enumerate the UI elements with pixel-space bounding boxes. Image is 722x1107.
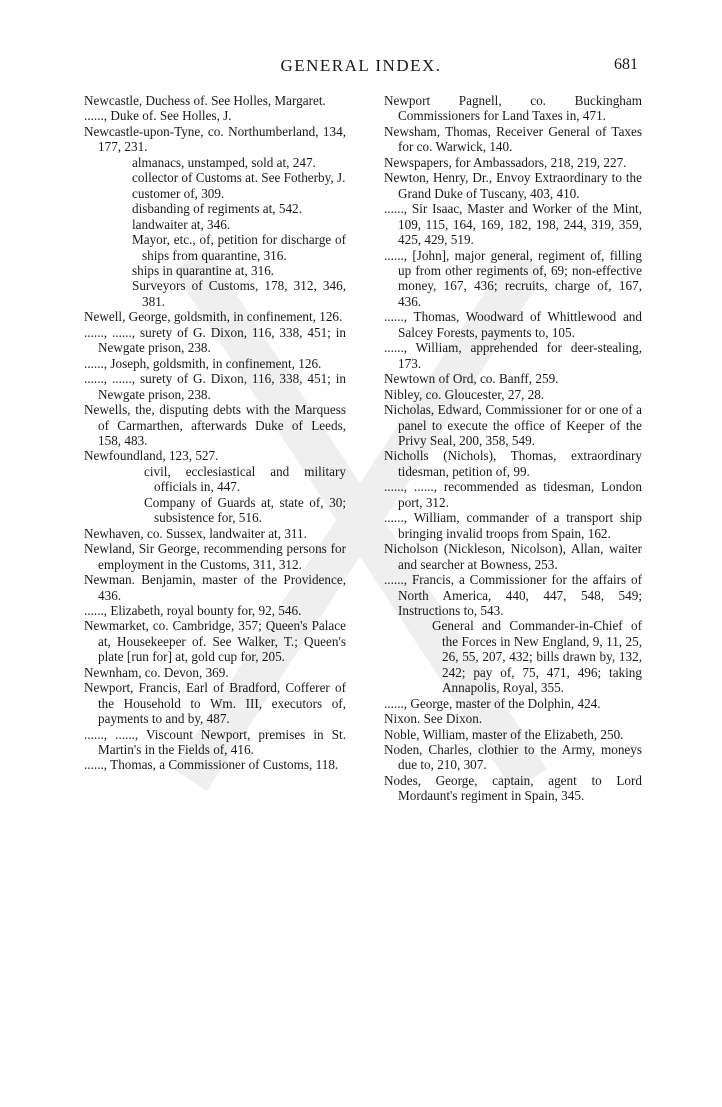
index-entry: ......, Duke of. See Holles, J. [84,108,232,124]
index-subentry: Surveyors of Customs, 178, 312, 346, 381. [132,278,346,309]
index-entry: ......, George, master of the Dolphin, 424. [384,695,601,711]
index-entry: Newspapers, for Ambassadors, 218, 219, 227. [384,154,627,170]
index-entry: Nixon. See Dixon. [384,711,483,727]
index-column-right [384,93,642,804]
index-entry: ......, Thomas, a Commissioner of Customs, 118. [84,757,339,773]
index-subentry: ships in quarantine at, 316. [132,262,275,278]
index-subentry: collector of Customs at. See Fotherby, J. [132,170,346,186]
index-entry: Newport, Francis, Earl of Bradford, Cofferer of the Household to Wm. III, executors of, payments to and by, 487. [84,680,346,727]
page-title: GENERAL INDEX. [280,56,442,75]
index-subentry: civil, ecclesiastical and military officials in, 447. [144,463,346,495]
page-header [0,56,722,80]
index-entry: Newland, Sir George, recommending persons for employment in the Customs, 311, 312. [84,541,346,572]
index-entry: ......, Thomas, Woodward of Whittlewood and Salcey Forests, payments to, 105. [384,309,642,340]
index-subentry: Mayor, etc., of, petition for discharge of ships from quarantine, 316. [132,232,346,263]
index-entry: Newman. Benjamin, master of the Providence, 436. [84,572,346,603]
index-entry: Newnham, co. Devon, 369. [84,664,229,680]
index-entry: ......, ......, Viscount Newport, premises in St. Martin's in the Fields of, 416. [84,726,346,758]
index-entry: ......, [John], major general, regiment of, filling up from other regiments of, 69; non-effective money, 167, 436; recruits, charge of, 167, 436. [384,247,642,309]
index-subentry: disbanding of regiments at, 542. [132,201,302,217]
index-entry: ......, William, commander of a transport ship bringing invalid troops from Spain, 162. [384,510,642,541]
index-entry: Newmarket, co. Cambridge, 357; Queen's Palace at, Housekeeper of. See Walker, T.; Queen's plate [run for] at, gold cup for, 205. [84,618,346,665]
index-subentry: General and Commander-in-Chief of the Forces in New England, 9, 11, 25, 26, 55, 207, 432; bills drawn by, 132, 242; pay of, 75, 471, 496; taking Annapolis, Royal, 355. [432,618,642,696]
index-entry: ......, William, apprehended for deer-stealing, 173. [384,340,642,371]
index-entry: Newsham, Thomas, Receiver General of Taxes for co. Warwick, 140. [384,123,642,155]
index-entry: ......, ......, surety of G. Dixon, 116, 338, 451; in Newgate prison, 238. [84,324,346,356]
index-subentry: landwaiter at, 346. [132,216,231,232]
index-entry: Newcastle, Duchess of. See Holles, Margaret. [84,93,326,108]
index-entry: ......, ......, surety of G. Dixon, 116, 338, 451; in Newgate prison, 238. [84,371,346,402]
index-entry: Noble, William, master of the Elizabeth, 250. [384,726,624,742]
index-entry: Newcastle-upon-Tyne, co. Northumberland, 134, 177, 231. [84,123,346,155]
index-entry: Nodes, George, captain, agent to Lord Mordaunt's regiment in Spain, 345. [384,772,642,804]
index-column-left [84,93,346,773]
index-entry: ......, Francis, a Commissioner for the affairs of North America, 440, 447, 548, 549; Instructions to, 543. [384,572,642,618]
index-subentry: customer of, 309. [132,185,225,201]
index-subentry: almanacs, unstamped, sold at, 247. [132,154,316,170]
index-entry: Noden, Charles, clothier to the Army, moneys due to, 210, 307. [384,742,642,773]
index-entry: Nicholson (Nickleson, Nicolson), Allan, waiter and searcher at Bowness, 253. [384,541,642,572]
index-entry: Newell, George, goldsmith, in confinement, 126. [84,309,343,325]
index-entry: Newport Pagnell, co. Buckingham Commissioners for Land Taxes in, 471. [384,93,642,124]
index-subentry: Company of Guards at, state of, 30; subsistence for, 516. [144,494,346,526]
index-entry: Nibley, co. Gloucester, 27, 28. [384,386,545,402]
index-entry: ......, Elizabeth, royal bounty for, 92, 546. [84,602,302,618]
index-entry: ......, Sir Isaac, Master and Worker of the Mint, 109, 115, 164, 169, 182, 198, 244, 319, 359, 425, 429, 519. [384,201,642,248]
index-entry: Newfoundland, 123, 527. [84,448,219,464]
index-entry: Newton, Henry, Dr., Envoy Extraordinary to the Grand Duke of Tuscany, 403, 410. [384,170,642,201]
index-entry: ......, Joseph, goldsmith, in confinement, 126. [84,355,322,371]
page-number: 681 [614,56,638,73]
index-entry: ......, ......, recommended as tidesman, London port, 312. [384,479,642,510]
index-entry: Newtown of Ord, co. Banff, 259. [384,371,559,387]
index-entry: Nicholas, Edward, Commissioner for or one of a panel to execute the office of Keeper of the Privy Seal, 200, 358, 549. [384,402,642,448]
index-entry: Newells, the, disputing debts with the Marquess of Carmarthen, afterwards Duke of Leeds, 158, 483. [84,402,346,448]
index-entry: Nicholls (Nichols), Thomas, extraordinary tidesman, petition of, 99. [384,448,642,479]
index-entry: Newhaven, co. Sussex, landwaiter at, 311. [84,525,307,541]
